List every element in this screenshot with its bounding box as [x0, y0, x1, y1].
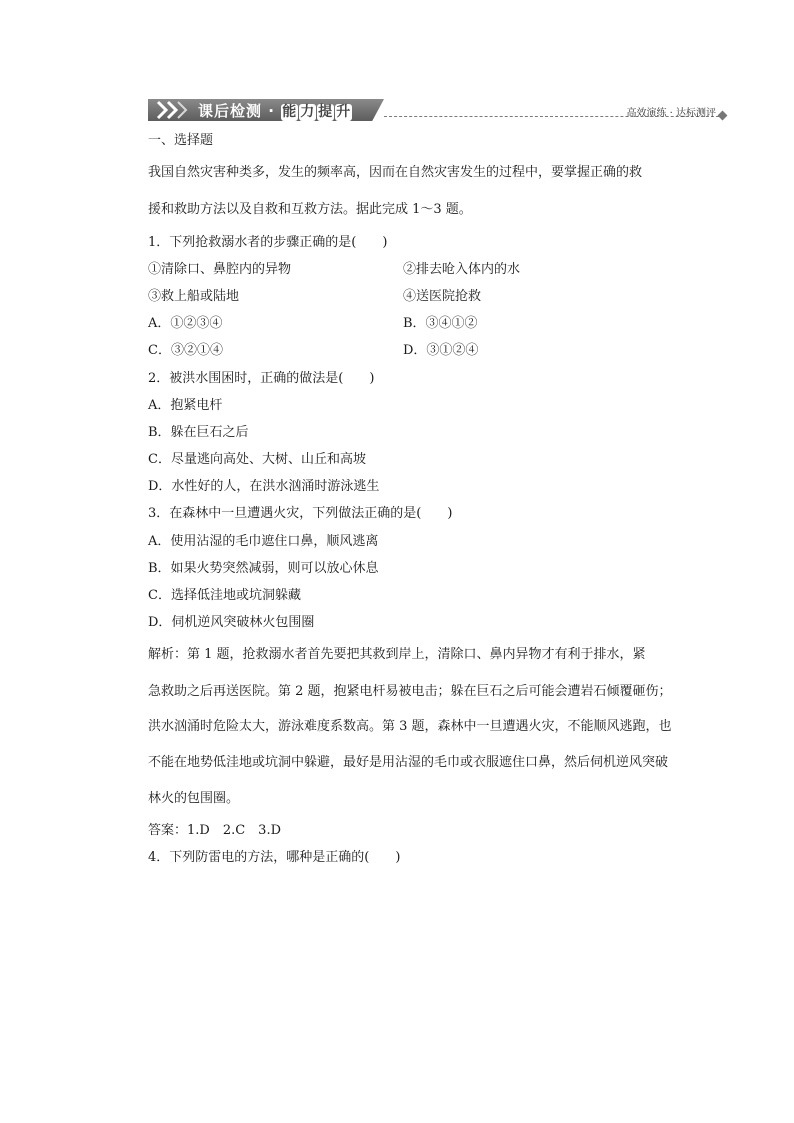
q1-option-d: D．③①②④ — [403, 343, 479, 358]
double-chevron-icon — [154, 100, 194, 120]
q3-option-a: A．使用沾湿的毛巾遮住口鼻，顺风逃离 — [148, 534, 379, 549]
q1-item-1: ①清除口、鼻腔内的异物 — [148, 262, 292, 277]
banner-right-text: 高效演练 · 达标测评 — [626, 108, 716, 119]
intro-line-1: 我国自然灾害种类多，发生的频率高，因而在自然灾害发生的过程中，要掌握正确的救 — [148, 165, 643, 180]
q4-stem: 4．下列防雷电的方法，哪种是正确的( ) — [148, 850, 401, 865]
banner-separator: · — [268, 102, 275, 120]
analysis-line-4: 不能在地势低洼地或坑洞中躲避，最好是用沾湿的毛巾或衣服遮住口鼻，然后伺机逆风突破 — [148, 755, 669, 770]
q3-option-d: D．伺机逆风突破林火包围圈 — [148, 615, 315, 630]
banner-boxed-char: 升 — [336, 104, 352, 120]
q1-item-3: ③救上船或陆地 — [148, 289, 240, 304]
q1-stem: 1．下列抢救溺水者的步骤正确的是( ) — [148, 235, 388, 250]
banner-title — [198, 101, 353, 121]
answer-line: 答案：1.D 2.C 3.D — [148, 823, 282, 838]
q2-option-c: C．尽量逃向高处、大树、山丘和高坡 — [148, 452, 366, 467]
q2-option-a: A．抱紧电杆 — [148, 398, 223, 413]
banner-boxed-char: 能 — [282, 104, 298, 120]
section-title: 一、选择题 — [148, 133, 214, 148]
q1-item-2: ②排去呛入体内的水 — [403, 262, 521, 277]
intro-line-2: 援和救助方法以及自救和互救方法。据此完成 1～3 题。 — [148, 202, 472, 217]
section-banner — [148, 97, 728, 127]
q3-stem: 3．在森林中一旦遭遇火灾，下列做法正确的是( ) — [148, 506, 453, 521]
q1-option-a: A．①②③④ — [148, 316, 223, 331]
analysis-line-1: 解析：第 1 题，抢救溺水者首先要把其救到岸上，清除口、鼻内异物才有利于排水，紧 — [148, 647, 646, 662]
q2-option-d: D．水性好的人，在洪水汹涌时游泳逃生 — [148, 479, 380, 494]
q2-option-b: B．躲在巨石之后 — [148, 425, 249, 440]
analysis-line-5: 林火的包围圈。 — [148, 791, 240, 806]
banner-boxed-char: 力 — [300, 104, 316, 120]
q1-option-c: C．③②①④ — [148, 343, 223, 358]
q2-stem: 2．被洪水围困时，正确的做法是( ) — [148, 371, 375, 386]
banner-boxed-char: 提 — [318, 104, 334, 120]
q3-option-b: B．如果火势突然减弱，则可以放心休息 — [148, 561, 379, 576]
q3-option-c: C．选择低洼地或坑洞躲藏 — [148, 588, 301, 603]
analysis-line-2: 急救助之后再送医院。第 2 题，抱紧电杆易被电击；躲在巨石之后可能会遭岩石倾覆砸伤； — [148, 684, 672, 699]
q1-item-4: ④送医院抢救 — [403, 289, 482, 304]
analysis-line-3: 洪水汹涌时危险太大，游泳难度系数高。第 3 题，森林中一旦遭遇火灾，不能顺风逃跑，也 — [148, 719, 672, 734]
banner-title-main: 课后检测 — [198, 102, 263, 120]
q1-option-b: B．③④①② — [403, 316, 478, 331]
diamond-icon — [718, 111, 728, 121]
